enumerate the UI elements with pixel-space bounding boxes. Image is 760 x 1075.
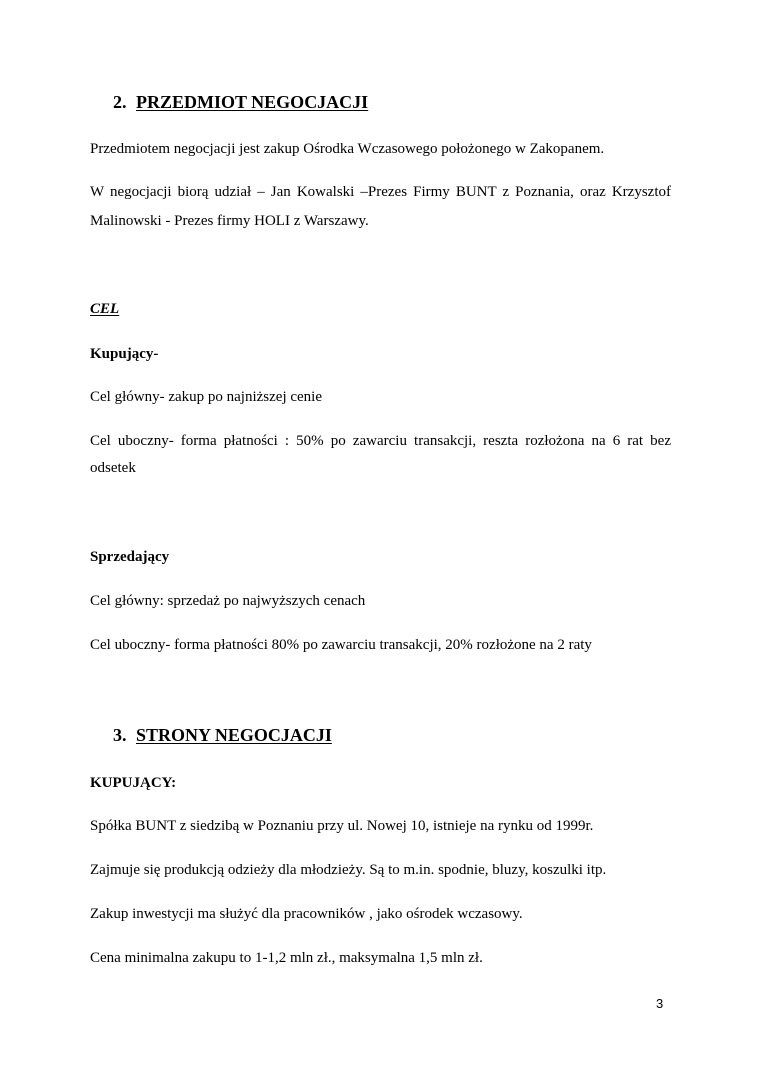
- buyer-description-line-1: Spółka BUNT z siedzibą w Poznaniu przy ul. Nowej 10, istnieje na rynku od 1999r.: [90, 818, 594, 834]
- section-3-heading: [113, 724, 332, 746]
- goal-heading: [90, 300, 671, 318]
- buyer-description-line-4: Cena minimalna zakupu to 1-1,2 mln zł., maksymalna 1,5 mln zł.: [90, 950, 483, 966]
- seller-main-goal: Cel główny: sprzedaż po najwyższych cenach: [90, 593, 366, 609]
- section-2-number: 2.: [113, 92, 127, 112]
- page-number: 3: [656, 996, 664, 1011]
- buyer-main-goal: Cel główny- zakup po najniższej cenie: [90, 389, 323, 405]
- participants-line-1: W negocjacji biorą udział – Jan Kowalski –Prezes Firmy BUNT z Poznania, oraz Krzysztof: [90, 184, 671, 200]
- buyer-party-label: KUPUJĄCY:: [90, 775, 177, 791]
- seller-side-goal: Cel uboczny- forma płatności 80% po zawarciu transakcji, 20% rozłożone na 2 raty: [90, 637, 592, 653]
- buyer-description-line-2: Zajmuje się produkcją odzieży dla młodzieży. Są to m.in. spodnie, bluzy, koszulki itp.: [90, 862, 607, 878]
- seller-goal-label: Sprzedający: [90, 549, 170, 565]
- section-2-heading: [113, 91, 368, 113]
- buyer-side-goal-line-1: Cel uboczny- forma płatności : 50% po zawarciu transakcji, reszta rozłożona na 6 rat bez: [90, 433, 671, 449]
- participants-line-2: Malinowski - Prezes firmy HOLI z Warszawy.: [90, 213, 369, 229]
- section-3-title: STRONY NEGOCJACJI: [136, 725, 332, 745]
- goal-heading-text: CEL: [90, 301, 120, 317]
- buyer-side-goal-line-2: odsetek: [90, 460, 136, 476]
- buyer-goal-label: Kupujący-: [90, 346, 159, 362]
- buyer-description-line-3: Zakup inwestycji ma służyć dla pracowników , jako ośrodek wczasowy.: [90, 906, 523, 922]
- section-2-title: PRZEDMIOT NEGOCJACJI: [136, 92, 369, 112]
- section-3-number: 3.: [113, 725, 127, 745]
- subject-paragraph: Przedmiotem negocjacji jest zakup Ośrodka Wczasowego położonego w Zakopanem.: [90, 141, 605, 157]
